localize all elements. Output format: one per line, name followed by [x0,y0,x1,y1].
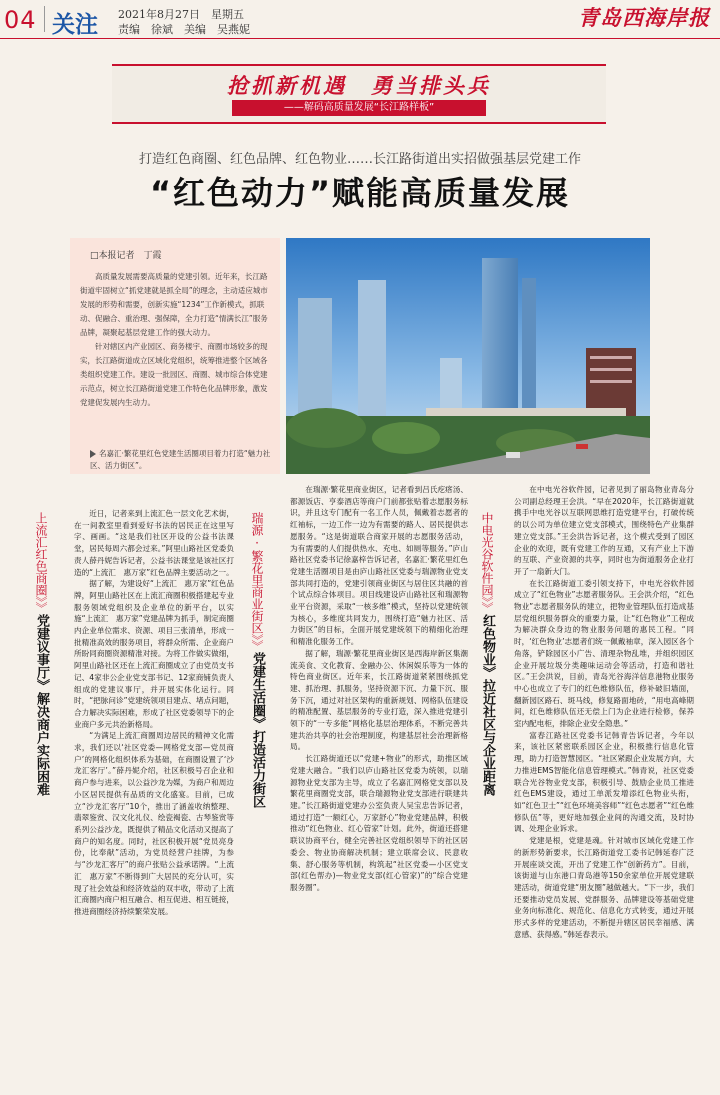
body-column-3 [514,484,694,1084]
body-paragraph: 在中电光谷软件园，记者见到了丽岛物业青岛分公司副总经理王会洪。“早在2020年，长江路街道就携手中电光谷以互联网思维打造党建平台，打破传统的以公司为单位建立党支部模式，围绕特色产业集群建立党支部。”王会洪告诉记者，这个模式受到了园区企业的欢迎，既有党建工作的互通，又有产业上下游的互联、产业资源的共享，同时也为街道服务企业打开了一扇新大门。 [514,485,694,576]
article-headline: “红色动力”赋能高质量发展 [149,174,571,212]
body-column-1 [74,508,234,1086]
body-paragraph: 近日，记者来到上流汇色一层文化艺术街，在一间教室里看到爱好书法的居民正在这里写字、画画。“这是我们社区开设的公益书法课堂，居民每周六都会过来。”阿里山路社区党委负责人薛丹妮告诉记者，公益书法课堂是该社区打造的“上流汇 惠万家”红色品牌主要活动之一。 [74,509,234,577]
section-title: 关注 [52,12,98,38]
body-column-2 [290,484,468,1084]
slogan-banner [112,64,606,124]
banner-subslogan: ——解码高质量发展“长江路样板” [232,100,486,116]
article-photo [286,238,650,474]
city-photo-illustration [286,238,650,474]
body-paragraph: 长江路街道还以“党建+物业”的形式，助推区域党建大融合。“我们以庐山路社区党委为统领，以瑞源物业党支部为主导，成立了名嘉汇网格党支部以及繁花里商圈党支部，联合瑞源物业党支部进行联建共建。”长江路街道党建办公室负责人吴宝忠告诉记者，通过打造“一额红心，万家舒心”物业党建品牌，积极推动“红色物业、红心管家”计划。此外，街道还搭建联议协商平台，健全完善社区党组织领导下的社区居委会、物业协商解决机制；建立联席会议、民意收集、舒心服务等机制，构筑起“社区党委—小区党支部(红色帮办)—物业党支部(红心管家)”的“综合党建服务圈”。 [290,754,468,892]
article-kicker: 打造红色商圈、红色品牌、红色物业……长江路街道出实招做强基层党建工作 [138,152,581,167]
photo-caption [90,448,272,472]
newspaper-logo: 青岛西海岸报 [578,5,710,30]
photo-caption-text: 名嘉汇·繁花里红色党建生活圈项目着力打造“魅力社区、活力街区”。 [90,449,271,470]
editors-line: 责编 徐斌 美编 吴燕妮 [118,23,250,36]
triangle-bullet-icon [90,450,96,458]
banner-slogan: 抢抓新机遇 勇当排头兵 [227,73,491,98]
section-title-fanhuali [248,512,266,892]
section-black-title: 党建生活圈》打造活力街区 [250,652,265,808]
section-red-title: 瑞源·繁花里商业街区》》 [250,512,264,652]
body-paragraph: “为满足上流汇商圈周边居民的精神文化需求，我们还以‘社区党委—网格党支部—党员商户’的网格化组织体系为基础，在商圈设置了‘沙龙汇客厅’。”薛丹妮介绍，社区积极号召企业和商户参与进来，以公益沙龙为媒，为商户和周边小区居民提供有品质的文化盛宴。目前，已成立“沙龙汇客厅”10个，推出了涵盖收纳整理、翡翠鉴赏、汉文化礼仪、绘瓷褐瓷、古琴鉴赏等系列公益沙龙，既提供了精品文化活动又提高了商户的知名度。同时，社区积极开展“党员亮身份，比奉献”活动，为党员经营户挂牌，为参与“沙龙汇客厅”的商户张贴公益承诺牌。“上流汇 惠万家”不断得到广大居民的充分认可，实现了社会效益和经济效益的双丰收，带动了上流汇商圈内商户相互融合、相互促进、相互链接，推进商圈经济持续繁荣发展。 [74,731,234,916]
body-paragraph: 据了解，瑞源·繁花里商业街区是西海岸新区集潮流美食、文化教育、金融办公、休闲娱乐等为一体的特色商业街区。近年来，长江路街道紧紧围绕抓党建、抓治理、抓服务，坚持资源下沉、力量下沉、服务下沉，通过对社区架构的重新规划、网格队伍建设的精准配置、基层服务的专业打造，深入推进党建引领下的“一专多能”网格化基层治理体系，不断完善共建共治共享的社会治理制度，构建基层社会治理新格局。 [290,648,468,752]
section-black-title: 党建议事厅》解决商户实际困难 [34,614,49,796]
body-paragraph: 在瑞源·繁花里商业街区，记者看到吕氏疙瘩汤、都源饭店、亨泰酒店等商户门前都张贴着志愿服务标识，并且这专门配有一名工作人员，佩戴着志愿者的红袖标，一边工作一边为有需要的路人、居民提供志愿服务。“这是街道联合商家开展的志愿服务活动，为有需要的人们提供热水、充电、如厕等服务。”庐山路社区党委书记徐嘉梓告诉记者，名嘉汇·繁花里红色党建生活圈项目是由庐山路社区党委与瑞源物业党支部共同打造的，党建引领商业街区与居住区共融的首个试点综合体项目。项目线建设庐山路社区和瑞源物业平台资源，采取“一核多维”模式，坚持以党建统领为核心，多维度共同发力，围绕打造“魅力社区、活力街区”的目标，全面开展党建统领下的精细化治理和精准化服务工作。 [290,485,468,647]
intro-box [70,238,280,474]
body-paragraph: 富春江路社区党委书记韩青告诉记者，今年以来，该社区紧密联系园区企业，积极推行信息化管理，助力打造智慧园区。“社区紧跟企业发展方向，大力推进EMS智能化信息管理模式。”韩青说，社区党委联合光谷物业党支部，积极引导、鼓励企业员工推进红色EMS建设，通过工单派发增添红色物业头衔，如“红色卫士”“红色环境美容师”“红色志愿者”“红色维修队伍”等，更好地加强企业间的沟通交流，及时协调、处理企业诉求。 [514,730,694,834]
date-line: 2021年8月27日 星期五 [118,8,244,21]
body-paragraph: 党建是根，党建是魂。针对城市区域化党建工作的新形势新要求，长江路街道党工委书记韩延春广泛开展座谈交流，开出了党建工作“创新药方”。目前，该街道与山东港口青岛港等150余家单位开展党建联建活动，街道党建“朋友圈”越做越大。“下一步，我们还要推动党员发展、党群服务、品牌建设等基础党建业务向标准化、规范化、信息化方式转变，通过开展形式多样的党建活动，不断提升辖区居民幸福感、满意感、获得感。”韩延春表示。 [514,836,694,939]
byline: □本报记者 丁霞 [90,251,162,261]
page-number: 04 [4,6,37,34]
masthead-divider [44,6,45,32]
intro-paragraph: 针对辖区内产业园区、商务楼宇、商圈市场较多的现实，长江路街道成立区域化党组织，统筹推进整个区域各类组织党建工作。建设一批园区、商圈、城市综合体党建示范点，树立长江路街道党建工作特色化品牌形象，激发党建促发展内生动力。 [80,342,268,407]
masthead [0,0,720,39]
section-title-guanggu [478,512,496,892]
section-black-title: 红色物业》拉近社区与企业距离 [480,614,495,796]
section-red-title: 上流汇红色商圈》》 [34,512,48,614]
section-title-shangliuhui [32,512,50,892]
body-paragraph: 在长江路街道工委引领支持下，中电光谷软件园成立了“红色物业”志愿者服务队。王会洪介绍，“红色物业”志愿者服务队的建立，把物业管理队伍打造成基层党组织服务群众的重要力量，让“红色物业”工程成为解决群众身边的物业服务问题的惠民工程。“同时，‘红色物业’志愿者们统一佩戴袖章，深入园区各个角落，铲除园区小广告、清理杂物乱堆，并组织园区企业开展垃圾分类趣味运动会等活动，打造和谐社区。”王会洪说，目前，青岛光谷海洋信息港物业服务中心也成立了专门的红色维修队伍，修补破旧墙面，翻新园区路石、斑马线，修复路面地砖，“用电高峰期间，红色维修队伍还无偿上门为企业进行检修，保养室内配电柜，排除企业安全隐患。” [514,578,694,729]
intro-paragraph: 高质量发展需要高质量的党建引领。近年来，长江路街道牢固树立“抓党建就是抓全局”的理念，主动适应城市发展的形势和需要，创新实施“1234”工作新模式，抓联动、促融合、重治理、强保障，全力打造“情满长江”服务品牌，凝聚起基层党建工作的强大动力。 [80,272,268,337]
body-paragraph: 据了解，为建设好“上流汇 惠万家”红色品牌，阿里山路社区在上流汇商圈积极搭建起专业服务领域党组织及企业单位的新平台，以实施“上流汇 惠万家”党建品牌为抓手，制定商圈内企业单位需求、资源、项目三张清单，形成一批精准高效的服务项目，将群众所需、企业商户所盼同商圈资源精准对接。为将工作做实做细，阿里山路社区还在上流汇商圈成立了由党员支书记、4家非公企业党支部书记、12家商铺负责人组成的党建议事厅，并开展实体化运行。同时，“把脉问诊”党建统领项目建点、堵点问题，合力解决实际困难，形成了社区党委领导下的企业商户多元共治新格局。 [74,579,234,729]
section-red-title: 中电光谷软件园》》 [480,512,494,614]
intro-text [80,270,272,410]
